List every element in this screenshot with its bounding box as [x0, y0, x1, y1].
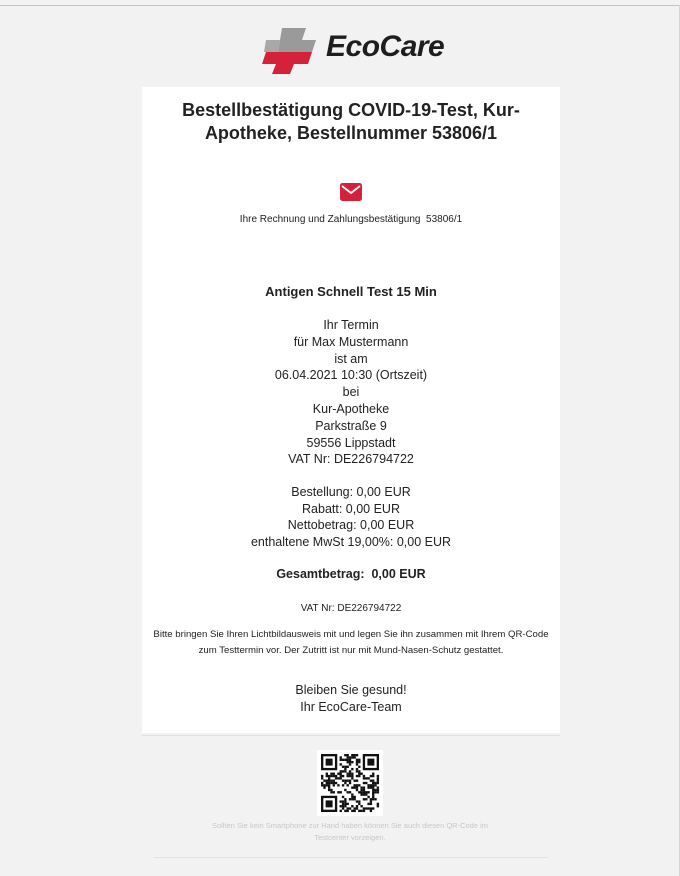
farewell-wish: Bleiben Sie gesund!	[295, 683, 407, 697]
appointment-datetime: 06.04.2021 10:30 (Ortszeit)	[274, 368, 428, 383]
invoice-confirmation: Ihre Rechnung und Zahlungsbestätigung 53806/1	[239, 214, 463, 225]
product-name: Antigen Schnell Test 15 Min	[265, 284, 437, 299]
amount-net: Nettobetrag: 0,00 EUR	[287, 518, 415, 532]
location-street: Parkstraße 9	[315, 418, 387, 433]
location-name: Kur-Apotheke	[312, 401, 390, 416]
brand-name-care: Care	[379, 30, 445, 63]
qr-code-icon	[317, 750, 383, 816]
amounts-summary	[142, 484, 560, 550]
amount-vat-included: enthaltene MwSt 19,00%: 0,00 EUR	[250, 534, 452, 549]
vat-number: VAT Nr: DE226794722	[300, 603, 402, 614]
farewell-signature: Ihr EcoCare-Team	[300, 699, 402, 714]
total-amount: Gesamtbetrag: 0,00 EUR	[276, 567, 426, 581]
brand-name	[326, 30, 444, 64]
amount-order: Bestellung: 0,00 EUR	[291, 485, 411, 499]
window-top-border	[0, 5, 680, 6]
location-city: 59556 Lippstadt	[306, 435, 396, 450]
farewell	[142, 682, 560, 715]
brand-name-eco: Eco	[326, 30, 380, 63]
ecocare-logo	[262, 26, 445, 76]
qr-code-note: Sollten Sie kein Smartphone zur Hand haben können Sie auch diesen QR-Code im Testcenter vorzeigen.	[212, 821, 488, 842]
email-card	[142, 87, 560, 733]
cross-logo-icon	[262, 26, 318, 76]
appointment-intro: Ihr Termin	[323, 318, 379, 332]
envelope-icon	[339, 182, 363, 202]
qr-code-graphic	[317, 750, 383, 816]
bottom-divider	[154, 857, 548, 858]
appointment-details	[142, 317, 560, 468]
appointment-is-on: ist am	[334, 351, 368, 366]
footer-divider	[142, 735, 560, 736]
id-notice: Bitte bringen Sie Ihren Lichtbildausweis mit und legen Sie ihn zusammen mit Ihrem QR-Code zum Testtermin vor. Der Zutritt ist nur mit Mund-Nasen-Schutz gestattet.	[153, 629, 549, 656]
email-title: Bestellbestätigung COVID-19-Test, Kur-Apotheke, Bestellnummer 53806/1	[182, 100, 520, 143]
location-vat: VAT Nr: DE226794722	[288, 452, 414, 467]
amount-discount: Rabatt: 0,00 EUR	[302, 501, 400, 516]
appointment-at: bei	[342, 385, 360, 400]
appointment-person: für Max Mustermann	[293, 334, 409, 349]
